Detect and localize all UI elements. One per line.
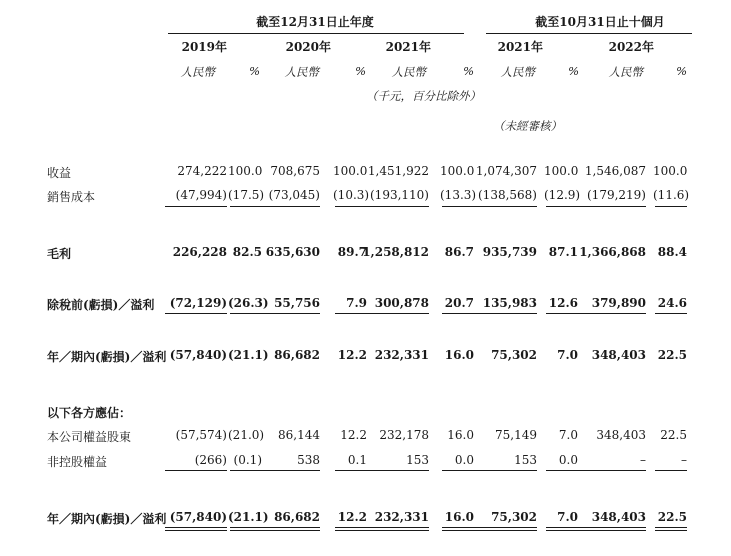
cell-value: 82.5 [232,245,262,259]
cell-value: 100.0 [333,164,368,178]
cell-value: (21.1) [228,510,269,524]
cell-value: 300,878 [374,296,429,310]
cell-value: (73,045) [268,188,320,202]
underline [546,206,578,207]
year-header-2022-ten-months: 2022年 [608,40,654,54]
underline [442,206,474,207]
cell-value: (72,129) [169,296,227,310]
row-label-profit-for-period-total: 年／期內(虧損)／溢利 [47,512,167,526]
underline [258,470,320,471]
underline [442,470,474,471]
cell-value: 100.0 [440,164,475,178]
underline [442,313,474,314]
cell-value: 20.7 [444,296,474,310]
underline [655,206,687,207]
underline [357,206,429,207]
row-label-profit-before-tax: 除稅前(虧損)／溢利 [47,298,155,312]
cell-value: 16.0 [447,428,474,442]
cell-value: 379,890 [591,296,646,310]
header-group-year-end-rule [168,33,464,34]
cell-value: 348,403 [596,428,646,442]
cell-value: 7.0 [557,510,578,524]
underline [165,313,227,314]
cell-value: 86,682 [274,510,320,524]
cell-value: 22.5 [657,510,687,524]
cell-value: (138,568) [478,188,537,202]
cell-value: 0.0 [558,453,578,467]
cell-value: (21.1) [228,348,269,362]
year-header-2021-ten-months: 2021年 [497,40,543,54]
cell-value: (17.5) [228,188,265,202]
cell-value: 538 [297,453,320,467]
cell-value: 75,302 [491,510,537,524]
percent-header: % [249,64,260,78]
underline [578,313,646,314]
cell-value: 708,675 [270,164,320,178]
cell-value: 75,149 [495,428,537,442]
cell-value: 232,331 [374,510,429,524]
cell-value: (57,840) [169,348,227,362]
double-underline [655,527,687,531]
cell-value: (12.9) [544,188,581,202]
cell-value: 12.2 [337,510,367,524]
underline [165,470,227,471]
underline [578,470,646,471]
underline [546,313,578,314]
cell-value: 348,403 [591,348,646,362]
double-underline [546,527,578,531]
cell-value: (0.1) [233,453,262,467]
cell-value: (47,994) [175,188,227,202]
cell-value: 100.0 [544,164,579,178]
cell-value: 87.1 [548,245,578,259]
percent-header: % [463,64,474,78]
cell-value: (179,219) [587,188,646,202]
cell-value: 1,451,922 [367,164,429,178]
cell-value: 348,403 [591,510,646,524]
cell-value: 88.4 [657,245,687,259]
cell-value: 100.0 [653,164,688,178]
underline [357,313,429,314]
year-header-2021: 2021年 [385,40,431,54]
header-group-ten-months-rule [486,33,692,34]
cell-value: 1,074,307 [475,164,537,178]
row-label-equity-shareholders: 本公司權益股東 [47,430,132,444]
row-label-revenue: 收益 [47,166,72,180]
underline [258,313,320,314]
cell-value: 135,983 [482,296,537,310]
double-underline [471,527,537,531]
underline [165,206,227,207]
cell-value: 55,756 [274,296,320,310]
cell-value: 226,228 [172,245,227,259]
underline [258,206,320,207]
underline [471,470,537,471]
cell-value: 1,366,868 [579,245,646,259]
currency-header: 人民幣 [608,65,643,79]
double-underline [442,527,474,531]
cell-value: 22.5 [657,348,687,362]
cell-value: 232,331 [374,348,429,362]
double-underline [357,527,429,531]
row-label-profit-for-period: 年／期內(虧損)／溢利 [47,350,167,364]
cell-value: 7.9 [346,296,367,310]
unit-note: （千元，百分比除外） [366,89,481,103]
currency-header: 人民幣 [284,65,319,79]
underline [357,470,429,471]
cell-value: (266) [194,453,227,467]
percent-header: % [355,64,366,78]
underline [471,206,537,207]
cell-value: (193,110) [370,188,429,202]
cell-value: 86,682 [274,348,320,362]
header-group-ten-months: 截至10月31日止十個月 [535,15,665,29]
row-label-attributable-to: 以下各方應佔： [47,406,132,420]
cell-value: 274,222 [177,164,227,178]
cell-value: (13.3) [440,188,477,202]
cell-value: 75,302 [491,348,537,362]
cell-value: (11.6) [653,188,690,202]
double-underline [578,527,646,531]
year-header-2019: 2019年 [181,40,227,54]
cell-value: (26.3) [228,296,269,310]
currency-header: 人民幣 [391,65,426,79]
cell-value: 24.6 [657,296,687,310]
underline [471,313,537,314]
cell-value: 0.1 [347,453,367,467]
cell-value: 12.2 [337,348,367,362]
currency-header: 人民幣 [180,65,215,79]
double-underline [165,527,227,531]
cell-value: 16.0 [444,348,474,362]
cell-value: (21.0) [228,428,265,442]
underline [546,470,578,471]
cell-value: 635,630 [265,245,320,259]
cell-value: 1,546,087 [584,164,646,178]
cell-value: 7.0 [557,348,578,362]
cell-value: 232,178 [379,428,429,442]
cell-value: 22.5 [660,428,687,442]
row-label-non-controlling: 非控股權益 [47,455,108,469]
header-group-year-end: 截至12月31日止年度 [256,15,374,29]
cell-value: 1,258,812 [362,245,429,259]
double-underline [258,527,320,531]
underline [655,313,687,314]
percent-header: % [568,64,579,78]
percent-header: % [676,64,687,78]
cell-value: 86.7 [444,245,474,259]
cell-value: 153 [406,453,429,467]
cell-value: 86,144 [278,428,320,442]
underline [578,206,646,207]
cell-value: (57,840) [169,510,227,524]
cell-value: 100.0 [228,164,263,178]
cell-value: 12.6 [548,296,578,310]
cell-value: (57,574) [175,428,227,442]
cell-value: 12.2 [340,428,367,442]
cell-value: 0.0 [454,453,474,467]
cell-value: – [640,453,646,467]
cell-value: – [681,453,687,467]
cell-value: (10.3) [333,188,370,202]
cell-value: 16.0 [444,510,474,524]
cell-value: 935,739 [482,245,537,259]
year-header-2020: 2020年 [285,40,331,54]
cell-value: 89.7 [337,245,367,259]
unaudited-note: （未經審核） [493,119,562,133]
cell-value: 7.0 [558,428,578,442]
currency-header: 人民幣 [500,65,535,79]
underline [655,470,687,471]
row-label-cost-of-sales: 銷售成本 [47,190,96,204]
cell-value: 153 [514,453,537,467]
row-label-gross-profit: 毛利 [47,247,72,261]
